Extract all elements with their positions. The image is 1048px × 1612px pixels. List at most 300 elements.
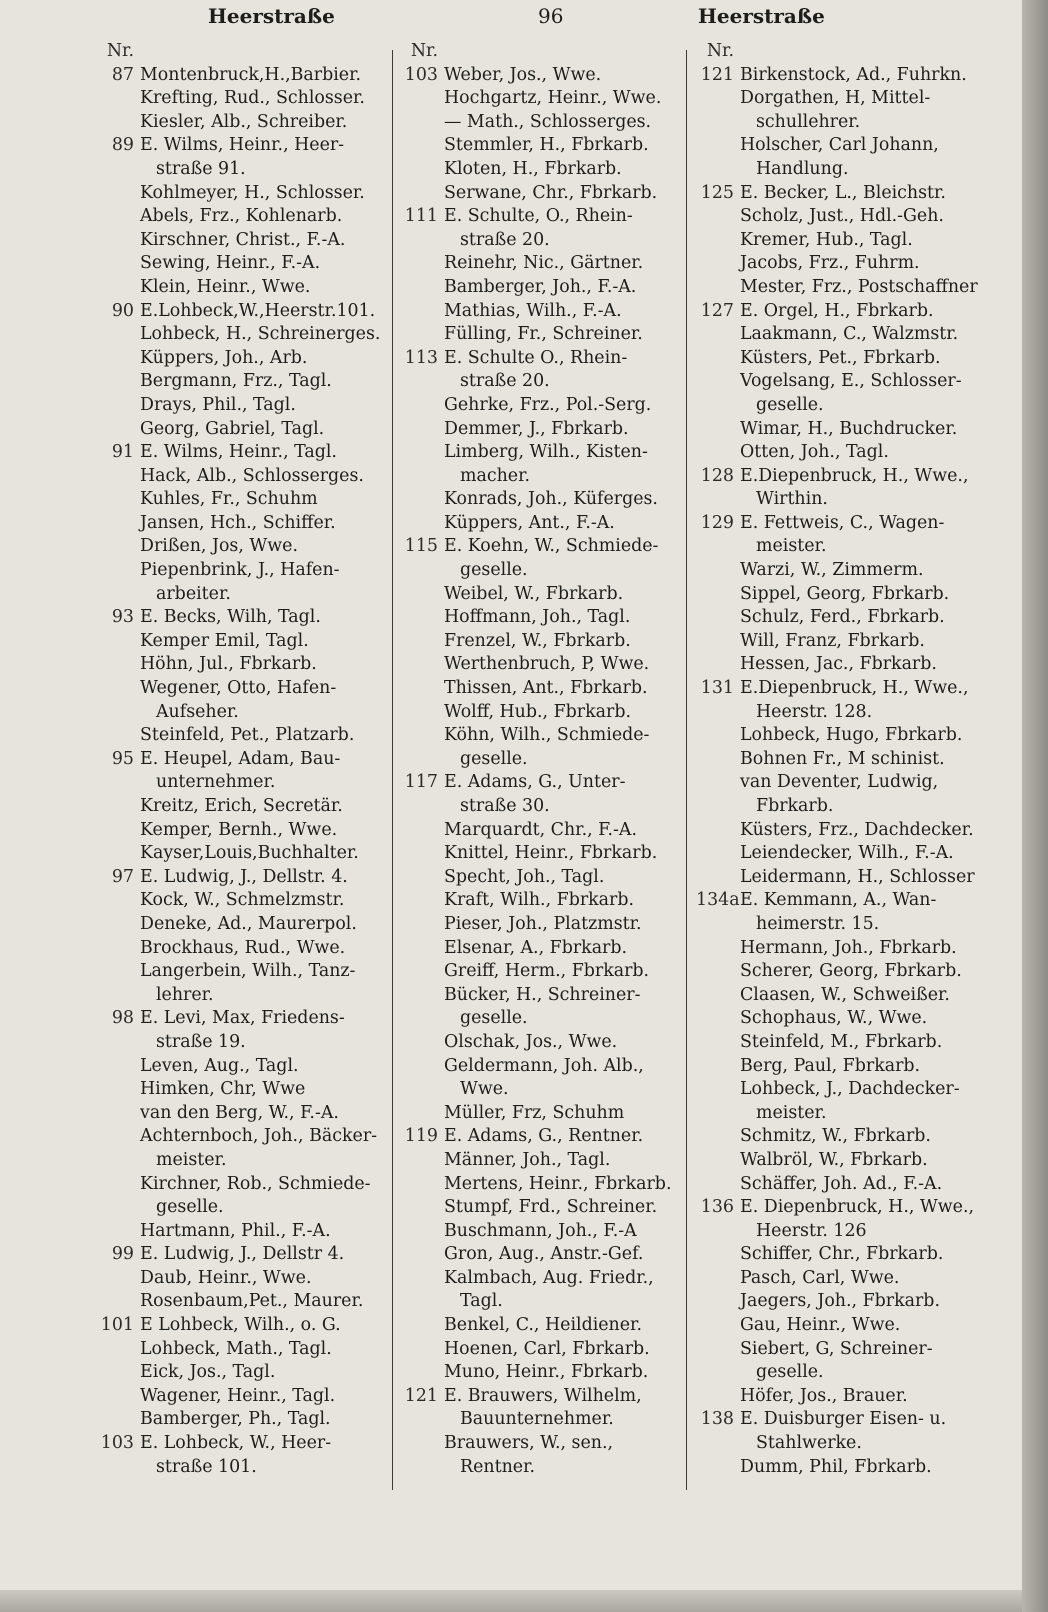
resident-entry: E. Schulte O., Rhein- [444, 347, 628, 368]
entry-line [400, 40, 692, 64]
entry-line [96, 158, 386, 182]
entry-line [696, 252, 996, 276]
entry-line [96, 653, 386, 677]
resident-entry: Kayser,Louis,Buchhalter. [140, 843, 359, 864]
entry-line [400, 1290, 692, 1314]
resident-entry: Wirthin. [756, 489, 828, 510]
house-number [696, 323, 740, 347]
entry-line [400, 252, 692, 276]
resident-entry: Küppers, Joh., Arb. [140, 347, 308, 368]
house-number [696, 134, 740, 158]
entry-line [96, 937, 386, 961]
house-number [96, 158, 140, 182]
entry-line [696, 1243, 996, 1267]
resident-entry: lehrer. [156, 984, 214, 1005]
entry-line [96, 300, 386, 324]
entry-line [96, 370, 386, 394]
house-number: 127 [700, 300, 734, 321]
house-number [696, 1290, 740, 1314]
house-number [96, 771, 140, 795]
entry-line [400, 913, 692, 937]
house-number [696, 771, 740, 795]
house-number: 129 [700, 512, 734, 533]
house-number [96, 701, 140, 725]
house-number [696, 1078, 740, 1102]
resident-entry: E. Kemmann, A., Wan- [740, 890, 937, 911]
resident-entry: E. Becker, L., Bleichstr. [740, 182, 946, 203]
resident-entry: Heerstr. 126 [756, 1220, 867, 1241]
house-number: 115 [404, 536, 438, 557]
house-number [696, 1243, 740, 1267]
house-number: 111 [404, 206, 438, 227]
resident-entry: Dorgathen, H, Mittel- [740, 88, 931, 109]
house-number [696, 960, 740, 984]
entry-line [400, 1267, 692, 1291]
entry-line [696, 1031, 996, 1055]
resident-entry: Fülling, Fr., Schreiner. [444, 324, 643, 345]
house-number [696, 488, 740, 512]
resident-entry: Dumm, Phil, Fbrkarb. [740, 1456, 932, 1477]
entry-line [696, 347, 996, 371]
resident-entry: Weibel, W., Fbrkarb. [444, 583, 624, 604]
house-number [400, 653, 444, 677]
house-number [400, 323, 444, 347]
house-number [96, 913, 140, 937]
entry-line [696, 771, 996, 795]
resident-entry: Eick, Jos., Tagl. [140, 1362, 276, 1383]
entry-line [96, 441, 386, 465]
resident-entry: Limberg, Wilh., Kisten- [444, 442, 648, 463]
resident-entry: Will, Franz, Fbrkarb. [740, 630, 925, 651]
house-number [696, 535, 740, 559]
resident-entry: Frenzel, W., Fbrkarb. [444, 630, 631, 651]
resident-entry: meister. [756, 536, 827, 557]
entry-line [96, 535, 386, 559]
entry-line [400, 889, 692, 913]
entry-line [96, 1055, 386, 1079]
house-number [400, 182, 444, 206]
house-number [96, 370, 140, 394]
entry-line [696, 512, 996, 536]
house-number [96, 653, 140, 677]
resident-entry: E. Duisburger Eisen- u. [740, 1409, 947, 1430]
resident-entry: Steinfeld, Pet., Platzarb. [140, 725, 355, 746]
resident-entry: Klein, Heinr., Wwe. [140, 276, 311, 297]
entry-line [96, 771, 386, 795]
resident-entry: Gau, Heinr., Wwe. [740, 1315, 901, 1336]
resident-entry: E. Ludwig, J., Dellstr 4. [140, 1244, 345, 1265]
house-number [696, 87, 740, 111]
resident-entry: E. Brauwers, Wilhelm, [444, 1385, 642, 1406]
entry-line [400, 323, 692, 347]
house-number [696, 724, 740, 748]
entry-line [96, 559, 386, 583]
house-number [696, 1102, 740, 1126]
house-number: 138 [700, 1409, 734, 1430]
entry-line [96, 724, 386, 748]
house-number [96, 724, 140, 748]
resident-entry: Müller, Frz, Schuhm [444, 1102, 625, 1123]
entry-line [400, 653, 692, 677]
resident-entry: Wagener, Heinr., Tagl. [140, 1385, 336, 1406]
resident-entry: E. Adams, G., Rentner. [444, 1126, 644, 1147]
resident-entry: Langerbein, Wilh., Tanz- [140, 961, 356, 982]
entry-line [696, 205, 996, 229]
entry-line [400, 111, 692, 135]
entry-line [400, 158, 692, 182]
house-number: 99 [111, 1244, 134, 1265]
resident-entry: Abels, Frz., Kohlenarb. [140, 206, 343, 227]
resident-entry: macher. [460, 465, 531, 486]
house-number [400, 276, 444, 300]
house-number [96, 1031, 140, 1055]
resident-entry: Hessen, Jac., Fbrkarb. [740, 654, 937, 675]
house-number [696, 795, 740, 819]
resident-entry: geselle. [460, 748, 528, 769]
entry-line [696, 488, 996, 512]
resident-entry: schullehrer. [756, 111, 861, 132]
entry-line [96, 889, 386, 913]
resident-entry: E.Diepenbruck, H., Wwe., [740, 678, 969, 699]
resident-entry: Mertens, Heinr., Fbrkarb. [444, 1173, 672, 1194]
entry-line [696, 276, 996, 300]
house-number [400, 984, 444, 1008]
house-number [96, 488, 140, 512]
house-number: 97 [111, 866, 134, 887]
house-number [400, 819, 444, 843]
entry-line [696, 87, 996, 111]
house-number [696, 1125, 740, 1149]
resident-entry: Holscher, Carl Johann, [740, 135, 939, 156]
resident-entry: Kalmbach, Aug. Friedr., [444, 1267, 654, 1288]
resident-entry: Lohbeck, H., Schreinerges. [140, 324, 381, 345]
house-number: Nr. [106, 41, 134, 61]
entry-line [96, 252, 386, 276]
house-number [400, 866, 444, 890]
house-number [96, 252, 140, 276]
resident-entry: Höfer, Jos., Brauer. [740, 1385, 908, 1406]
house-number [696, 111, 740, 135]
house-number [96, 630, 140, 654]
house-number [400, 512, 444, 536]
house-number: 103 [404, 64, 438, 85]
house-number: 119 [404, 1126, 438, 1147]
house-number [696, 1007, 740, 1031]
entry-line [400, 1196, 692, 1220]
house-number [96, 1290, 140, 1314]
entry-line [696, 606, 996, 630]
house-number [400, 1173, 444, 1197]
resident-entry: Daub, Heinr., Wwe. [140, 1267, 312, 1288]
entry-line [96, 1314, 386, 1338]
resident-entry: Tagl. [460, 1291, 503, 1312]
house-number [96, 795, 140, 819]
resident-entry: Mathias, Wilh., F.-A. [444, 300, 622, 321]
resident-entry: E. Ludwig, J., Dellstr. 4. [140, 866, 348, 887]
entry-line [400, 1314, 692, 1338]
entry-line [400, 842, 692, 866]
house-number: 103 [100, 1433, 134, 1454]
house-number [96, 677, 140, 701]
resident-entry: Buschmann, Joh., F.-A [444, 1220, 637, 1241]
entry-line [696, 1196, 996, 1220]
resident-entry: Specht, Joh., Tagl. [444, 866, 605, 887]
house-number [96, 418, 140, 442]
resident-entry: unternehmer. [156, 772, 276, 793]
house-number [696, 559, 740, 583]
entry-line [696, 1220, 996, 1244]
resident-entry: E.Lohbeck,W.,Heerstr.101. [140, 300, 376, 321]
entry-line [96, 1125, 386, 1149]
house-number: 113 [404, 347, 438, 368]
house-number [400, 1267, 444, 1291]
entry-line [400, 724, 692, 748]
resident-entry: straße 101. [156, 1456, 257, 1477]
resident-entry: van Deventer, Ludwig, [740, 772, 939, 793]
house-number [696, 583, 740, 607]
house-number: 136 [700, 1197, 734, 1218]
house-number [96, 111, 140, 135]
resident-entry: Bauunternehmer. [460, 1409, 614, 1430]
resident-entry: Drays, Phil., Tagl. [140, 394, 296, 415]
resident-entry: Claasen, W., Schweißer. [740, 984, 950, 1005]
resident-entry: Bohnen Fr., M schinist. [740, 748, 945, 769]
resident-entry: Schophaus, W., Wwe. [740, 1008, 928, 1029]
entry-line [96, 276, 386, 300]
entry-line [96, 795, 386, 819]
resident-entry: Pasch, Carl, Wwe. [740, 1267, 900, 1288]
house-number: 128 [700, 465, 734, 486]
resident-entry: Wolff, Hub., Fbrkarb. [444, 701, 631, 722]
house-number [400, 559, 444, 583]
entry-line [696, 1361, 996, 1385]
house-number [96, 1267, 140, 1291]
entry-line [96, 842, 386, 866]
entry-line [696, 913, 996, 937]
entry-line [400, 819, 692, 843]
house-number [696, 819, 740, 843]
resident-entry: Kreitz, Erich, Secretär. [140, 796, 343, 816]
resident-entry: Mester, Frz., Postschaffner [740, 276, 978, 297]
entry-line [96, 1408, 386, 1432]
resident-entry: Lohbeck, Hugo, Fbrkarb. [740, 725, 963, 746]
resident-entry: Achternboch, Joh., Bäcker- [140, 1126, 378, 1147]
resident-entry: Olschak, Jos., Wwe. [444, 1031, 618, 1052]
resident-entry: meister. [756, 1102, 827, 1123]
house-number [96, 87, 140, 111]
entry-line [696, 653, 996, 677]
resident-entry: Gehrke, Frz., Pol.-Serg. [444, 394, 652, 415]
entry-line [696, 630, 996, 654]
entry-line [96, 1102, 386, 1126]
entry-line [696, 229, 996, 253]
resident-entry: Siebert, G, Schreiner- [740, 1338, 933, 1359]
entry-line [96, 866, 386, 890]
entry-line [400, 1149, 692, 1173]
resident-entry: Drißen, Jos, Wwe. [140, 536, 298, 557]
entry-line [96, 512, 386, 536]
house-number [400, 1361, 444, 1385]
house-number [96, 984, 140, 1008]
house-number [96, 182, 140, 206]
house-number [696, 1456, 740, 1480]
house-number [96, 1125, 140, 1149]
house-number [696, 1031, 740, 1055]
resident-entry: geselle. [756, 1362, 824, 1383]
house-number [96, 205, 140, 229]
resident-entry: E. Diepenbruck, H., Wwe., [740, 1197, 975, 1218]
house-number [96, 1456, 140, 1480]
entry-line [96, 87, 386, 111]
resident-entry: Heerstr. 128. [756, 701, 873, 722]
entry-line [696, 937, 996, 961]
house-number [400, 701, 444, 725]
entry-line [696, 64, 996, 88]
house-number [96, 465, 140, 489]
resident-entry: E. Orgel, H., Fbrkarb. [740, 300, 934, 321]
entry-line [696, 465, 996, 489]
entry-line [400, 701, 692, 725]
entry-line [96, 606, 386, 630]
entry-line [96, 1078, 386, 1102]
directory-column-3 [696, 40, 996, 1479]
entry-line [400, 1125, 692, 1149]
entry-line [696, 111, 996, 135]
resident-entry: Kemper, Bernh., Wwe. [140, 819, 338, 840]
resident-entry: Laakmann, C., Walzmstr. [740, 324, 959, 345]
entry-line [696, 370, 996, 394]
entry-line [96, 960, 386, 984]
house-number [696, 606, 740, 630]
house-number [400, 252, 444, 276]
resident-entry: Kock, W., Schmelzmstr. [140, 890, 345, 911]
resident-entry: Serwane, Chr., Fbrkarb. [444, 182, 658, 203]
resident-entry: Stahlwerke. [756, 1433, 862, 1454]
entry-line [696, 182, 996, 206]
entry-line [400, 1243, 692, 1267]
house-number: 121 [404, 1385, 438, 1406]
resident-entry: Leidermann, H., Schlosser [740, 866, 975, 887]
entry-line [400, 960, 692, 984]
entry-line [400, 394, 692, 418]
house-number [400, 583, 444, 607]
resident-entry: Höhn, Jul., Fbrkarb. [140, 654, 317, 675]
entry-line [96, 677, 386, 701]
house-number [696, 1267, 740, 1291]
house-number [400, 1243, 444, 1267]
resident-entry: straße 20. [460, 371, 550, 392]
resident-entry: Walbröl, W., Fbrkarb. [740, 1149, 928, 1170]
entry-line [696, 394, 996, 418]
house-number [696, 630, 740, 654]
entry-line [400, 182, 692, 206]
entry-line [96, 1196, 386, 1220]
resident-entry: E. Fettweis, C., Wagen- [740, 512, 945, 533]
resident-entry: Schäffer, Joh. Ad., F.-A. [740, 1173, 943, 1194]
page-bottom-edge [0, 1590, 1022, 1612]
house-number [400, 418, 444, 442]
resident-entry: Jaegers, Joh., Fbrkarb. [740, 1291, 940, 1312]
resident-entry: straße 30. [460, 796, 550, 816]
house-number [400, 1220, 444, 1244]
entry-line [400, 1102, 692, 1126]
entry-line [696, 583, 996, 607]
house-number [696, 1314, 740, 1338]
resident-entry: Hermann, Joh., Fbrkarb. [740, 937, 957, 958]
house-number [696, 441, 740, 465]
entry-line [400, 937, 692, 961]
entry-line [696, 40, 996, 64]
resident-entry: heimerstr. 15. [756, 913, 880, 934]
house-number [96, 347, 140, 371]
resident-entry: Brauwers, W., sen., [444, 1433, 614, 1454]
entry-line [400, 1456, 692, 1480]
resident-entry: Fbrkarb. [756, 796, 834, 816]
directory-column-1 [96, 40, 386, 1479]
house-number [400, 441, 444, 465]
resident-entry: E Lohbeck, Wilh., o. G. [140, 1315, 341, 1336]
house-number [96, 1408, 140, 1432]
entry-line [696, 748, 996, 772]
resident-entry: Demmer, J., Fbrkarb. [444, 418, 629, 439]
house-number [400, 1408, 444, 1432]
entry-line [400, 134, 692, 158]
entry-line [696, 1338, 996, 1362]
house-number [96, 229, 140, 253]
house-number [96, 1385, 140, 1409]
resident-entry: Knittel, Heinr., Fbrkarb. [444, 843, 658, 864]
entry-line [96, 229, 386, 253]
entry-line [400, 465, 692, 489]
resident-entry: Deneke, Ad., Maurerpol. [140, 913, 357, 934]
entry-line [96, 465, 386, 489]
resident-entry: Birkenstock, Ad., Fuhrkn. [740, 64, 967, 85]
entry-line [696, 1007, 996, 1031]
house-number [96, 1338, 140, 1362]
entry-line [696, 559, 996, 583]
house-number [400, 1456, 444, 1480]
resident-entry: Küsters, Frz., Dachdecker. [740, 819, 974, 840]
house-number [696, 748, 740, 772]
entry-line [696, 1055, 996, 1079]
resident-entry: Lohbeck, J., Dachdecker- [740, 1079, 960, 1100]
house-number [96, 323, 140, 347]
house-number [96, 1102, 140, 1126]
entry-line [696, 889, 996, 913]
resident-entry: Gron, Aug., Anstr.-Gef. [444, 1244, 644, 1265]
house-number [400, 394, 444, 418]
resident-entry: E. Schulte, O., Rhein- [444, 206, 633, 227]
entry-line [400, 984, 692, 1008]
house-number [696, 1432, 740, 1456]
resident-entry: Hochgartz, Heinr., Wwe. [444, 88, 662, 109]
house-number [96, 819, 140, 843]
house-number [96, 394, 140, 418]
entry-line [696, 158, 996, 182]
header-street-right: Heerstraße [698, 4, 825, 28]
house-number [696, 653, 740, 677]
house-number [696, 937, 740, 961]
entry-line [400, 677, 692, 701]
resident-entry: Greiff, Herm., Fbrkarb. [444, 961, 650, 982]
entry-line [400, 276, 692, 300]
resident-entry: Jacobs, Frz., Fuhrm. [740, 253, 920, 274]
entry-line [96, 1456, 386, 1480]
house-number: 121 [700, 64, 734, 85]
house-number [696, 370, 740, 394]
entry-line [96, 1361, 386, 1385]
entry-line [96, 984, 386, 1008]
